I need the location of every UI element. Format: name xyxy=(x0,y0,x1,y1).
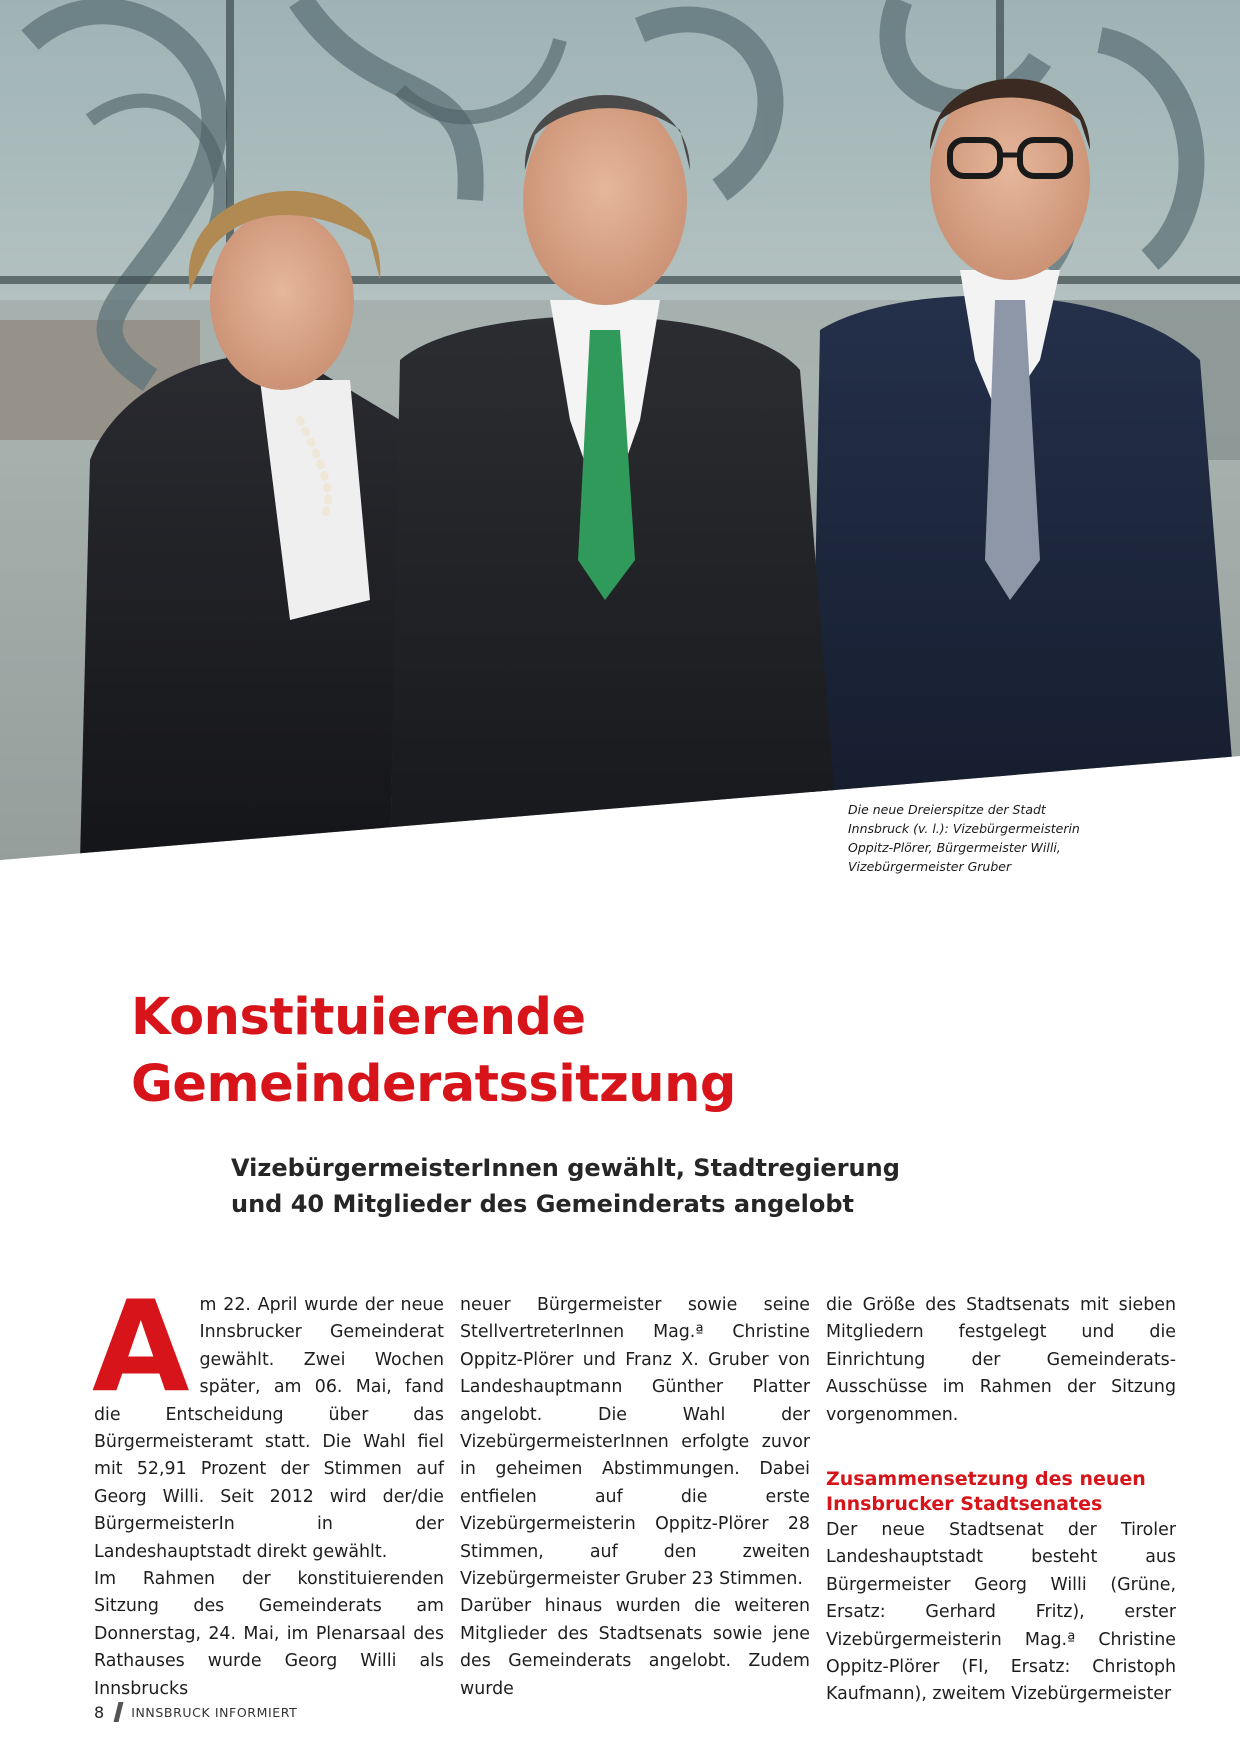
page-footer xyxy=(94,1700,297,1724)
article-column-2 xyxy=(460,1292,810,1703)
drop-cap: A xyxy=(92,1273,190,1420)
article-column-3 xyxy=(826,1292,1176,1709)
slash-icon xyxy=(114,1702,124,1722)
article-column-1 xyxy=(92,1273,444,1703)
title-line-2: Gemeinderatssitzung xyxy=(131,1055,736,1114)
paragraph: Der neue Stadtsenat der Tiroler Landeshauptstadt besteht aus Bürgermeister Georg Willi (Grüne, Ersatz: Gerhard Fritz), erster Vizebürgermeisterin Mag.ª Christine Oppitz-Plörer (FI, Ersatz: Christoph Kaufmann), zweitem Vizebürgermeister xyxy=(826,1520,1176,1705)
page-number: 8 xyxy=(94,1702,105,1722)
paragraph: neuer Bürgermeister sowie seine StellvertreterInnen Mag.ª Christine Oppitz-Plörer und Franz X. Gruber von Landeshauptmann Günther Platter angelobt. Die Wahl der VizebürgermeisterInnen erfolgte zuvor in geheimen Abstimmungen. Dabei entfielen auf die erste Vizebürgermeisterin Oppitz-Plörer 28 Stimmen, auf den zweiten Vizebürgermeister Gruber 23 Stimmen. xyxy=(460,1295,810,1590)
hero-illustration xyxy=(0,0,1240,860)
paragraph: Darüber hinaus wurden die weiteren Mitglieder des Stadtsenats sowie jene des Gemeinderats angelobt. Zudem wurde xyxy=(460,1596,810,1699)
paragraph: Im Rahmen der konstituierenden Sitzung des Gemeinderats am Donnerstag, 24. Mai, im Plenarsaal des Rathauses wurde Georg Willi als Innsbrucks xyxy=(94,1569,444,1699)
section-heading xyxy=(826,1467,1176,1517)
hero-photo xyxy=(0,0,1240,860)
paragraph: die Größe des Stadtsenats mit sieben Mitgliedern festgelegt und die Einrichtung der Gemeinderats-Ausschüsse im Rahmen der Sitzung vorgenommen. xyxy=(826,1295,1176,1425)
publication-name: INNSBRUCK INFORMIERT xyxy=(131,1704,298,1720)
subtitle-line-1: VizebürgermeisterInnen gewählt, Stadtregierung xyxy=(231,1154,900,1182)
title-line-1: Konstituierende xyxy=(131,988,586,1047)
article-title xyxy=(131,984,736,1118)
photo-caption: Die neue Dreierspitze der Stadt Innsbruck (v. l.): Vizebürgermeisterin Oppitz-Plörer, Bürgermeister Willi, Vizebürgermeister Gruber xyxy=(848,802,1080,874)
section-heading-line-2: Innsbrucker Stadtsenates xyxy=(826,1493,1103,1516)
subtitle-line-2: und 40 Mitglieder des Gemeinderats angelobt xyxy=(231,1190,854,1218)
paragraph: m 22. April wurde der neue Innsbrucker Gemeinderat gewählt. Zwei Wochen später, am 06. Mai, fand die Entscheidung über das Bürgermeisteramt statt. Die Wahl fiel mit 52,91 Prozent der Stimmen auf Georg Willi. Seit 2012 wird der/die BürgermeisterIn in der Landeshauptstadt direkt gewählt. xyxy=(94,1295,444,1562)
section-heading-line-1: Zusammensetzung des neuen xyxy=(826,1468,1146,1491)
article-subtitle xyxy=(231,1150,900,1222)
